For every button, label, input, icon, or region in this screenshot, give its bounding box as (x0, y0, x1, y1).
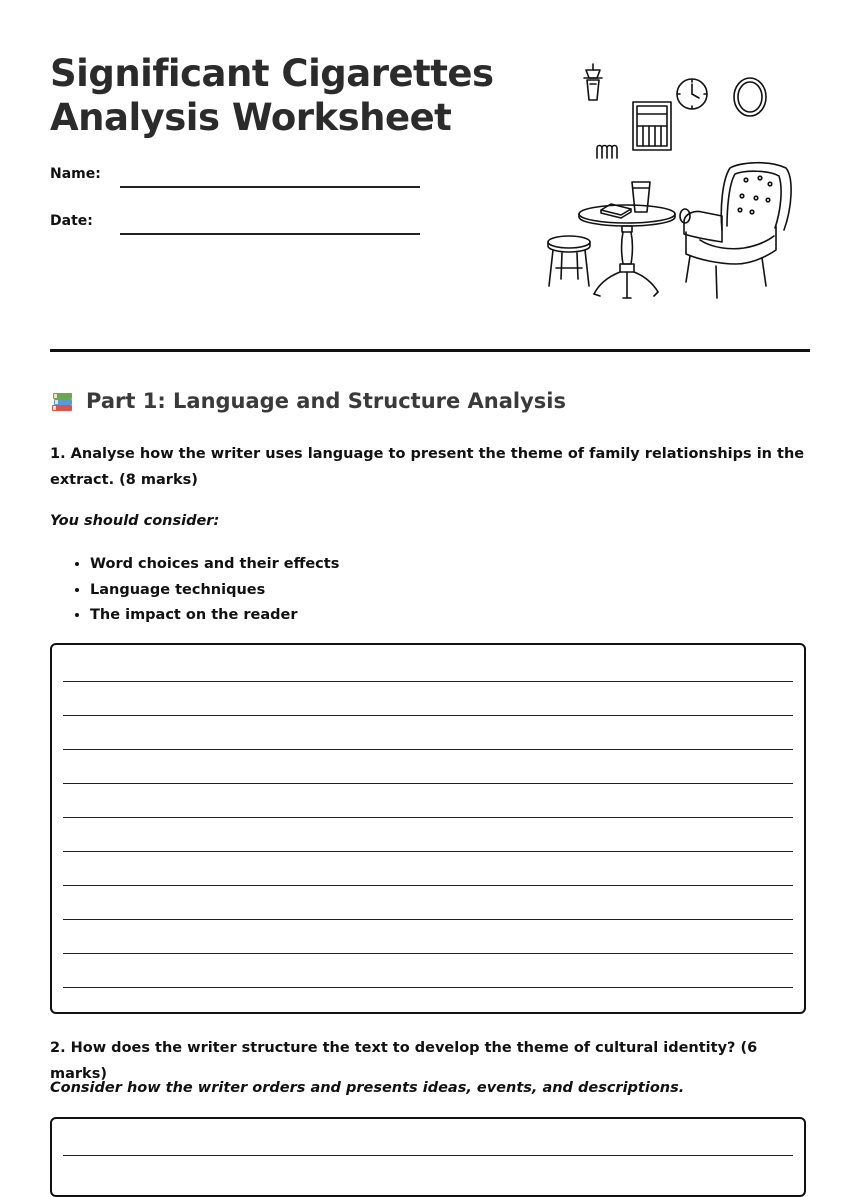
room-illustration (540, 58, 810, 308)
list-item: • Word choices and their effects (90, 552, 339, 578)
part1-title: Part 1: Language and Structure Analysis (86, 389, 567, 413)
name-field[interactable] (120, 186, 420, 188)
oval-mirror-icon (734, 78, 766, 116)
answer-line[interactable] (63, 715, 793, 716)
section-divider (50, 349, 810, 352)
q1-consider-label: You should consider: (50, 513, 220, 529)
glass-icon (632, 182, 650, 212)
wall-clock-icon (677, 79, 707, 109)
date-label: Date: (50, 213, 93, 229)
radiator-icon (597, 146, 617, 159)
q2-answer-box[interactable] (50, 1117, 806, 1197)
list-item: • The impact on the reader (90, 603, 339, 629)
answer-line[interactable] (63, 919, 793, 920)
answer-line[interactable] (63, 953, 793, 954)
round-table-icon (579, 205, 675, 298)
window-icon (633, 102, 671, 150)
answer-line[interactable] (63, 851, 793, 852)
date-field[interactable] (120, 233, 420, 235)
answer-line[interactable] (63, 681, 793, 682)
answer-line[interactable] (63, 783, 793, 784)
answer-line[interactable] (63, 987, 793, 988)
answer-line[interactable] (63, 885, 793, 886)
stool-icon (548, 236, 590, 286)
question-2: 2. How does the writer structure the text to develop the theme of cultural identity? (6 marks) (50, 1040, 758, 1082)
part1-heading (50, 388, 566, 414)
q1-consider-list (50, 552, 339, 629)
q1-answer-box[interactable] (50, 643, 806, 1014)
worksheet-title (50, 52, 494, 140)
books-icon (50, 388, 76, 414)
question-1: 1. Analyse how the writer uses language to present the theme of family relationships in the extract. (8 marks) (50, 446, 805, 488)
title-line-2: Analysis Worksheet (50, 96, 452, 139)
answer-line[interactable] (63, 817, 793, 818)
wall-lamp-icon (584, 64, 602, 100)
title-line-1: Significant Cigarettes (50, 52, 494, 95)
name-label: Name: (50, 166, 101, 182)
answer-line[interactable] (63, 749, 793, 750)
answer-line[interactable] (63, 1155, 793, 1156)
q2-consider-label: Consider how the writer orders and presents ideas, events, and descriptions. (50, 1080, 685, 1096)
armchair-icon (680, 163, 791, 298)
list-item: • Language techniques (90, 578, 339, 604)
